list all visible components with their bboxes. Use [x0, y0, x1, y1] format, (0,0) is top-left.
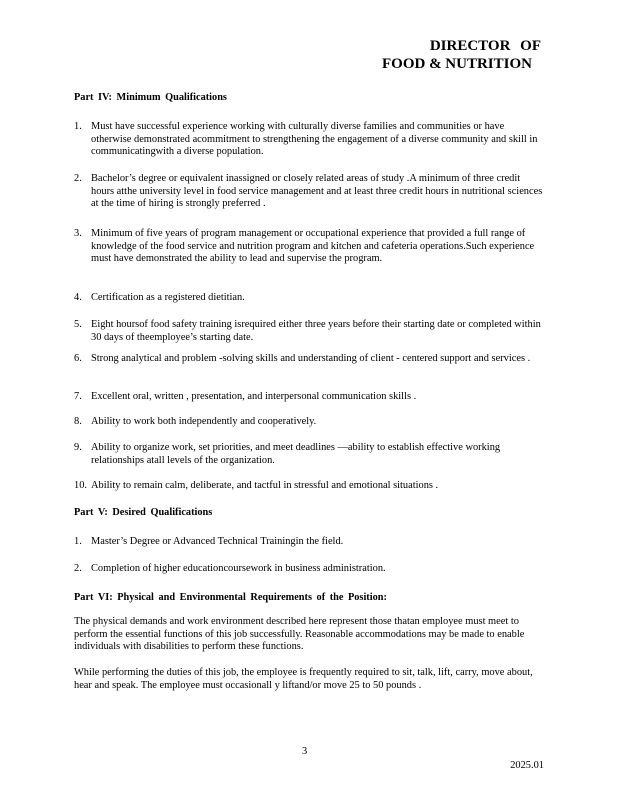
- part5-heading: Part V: Desired Qualifications: [74, 507, 213, 518]
- list-item: [74, 353, 544, 366]
- duties-paragraph: While performing the duties of this job, the employee is frequently required to sit, talk, lift, carry, move about, hear and speak. The employee must occasionall y liftand/or move 25 to 50 pounds .: [74, 667, 533, 691]
- revision-date: 2025.01: [510, 760, 544, 771]
- list-item: [74, 121, 544, 159]
- list-text: Must have successful experience working with culturally diverse families and communities or have otherwise demonstrated acommitment to strengthening the engagement of a diverse community and skill in communicatingwith a diverse population.: [91, 121, 538, 158]
- part4-heading: Part IV: Minimum Qualifications: [74, 92, 227, 103]
- list-text: Ability to organize work, set priorities, and meet deadlines —ability to establish effective working relationships atall levels of the organization.: [91, 442, 501, 466]
- list-text: Eight hoursof food safety training isrequired either three years before their starting date or completed within 30 days of theemployee’s starting date.: [91, 319, 541, 343]
- physical-demands-paragraph: The physical demands and work environment described here represent those thatan employee must meet to perform the essential functions of this job successfully. Reasonable accommodations may be made to enable individuals with disabilities to perform these functions.: [74, 616, 525, 653]
- list-number: 1.: [74, 536, 82, 547]
- list-item: [74, 173, 544, 211]
- page-number: 3: [302, 746, 308, 757]
- list-text: Excellent oral, written , presentation, and interpersonal communication skills .: [91, 391, 417, 402]
- list-number: 7.: [74, 391, 82, 402]
- list-number: 4.: [74, 292, 82, 303]
- list-number: 5.: [74, 319, 82, 330]
- list-item: [74, 228, 544, 266]
- list-item: [74, 442, 544, 467]
- list-text: Master’s Degree or Advanced Technical Trainingin the field.: [91, 536, 344, 547]
- part6-heading: Part VI: Physical and Environmental Requirements of the Position:: [74, 592, 387, 603]
- list-number: 9.: [74, 442, 82, 453]
- document-title-line1: DIRECTOR OF: [429, 38, 541, 54]
- list-item: [74, 391, 544, 404]
- document-title-line2: FOOD & NUTRITION: [381, 56, 532, 72]
- list-number: 8.: [74, 416, 82, 427]
- list-text: Strong analytical and problem -solving skills and understanding of client - centered support and services .: [91, 353, 531, 364]
- list-item: [74, 480, 544, 493]
- list-number: 2.: [74, 563, 82, 574]
- list-text: Minimum of five years of program management or occupational experience that provided a full range of knowledge of the food service and nutrition program and kitchen and cafeteria operations.Such experience must have demonstrated the ability to lead and supervise the program.: [91, 228, 535, 265]
- list-number: 1.: [74, 121, 82, 132]
- list-text: Ability to work both independently and cooperatively.: [91, 416, 317, 427]
- list-text: Bachelor’s degree or equivalent inassigned or closely related areas of study .A minimum of three credit hours atthe university level in food service management and at least three credit hours in nutritional sciences at the time of hiring is strongly preferred .: [91, 173, 543, 210]
- list-number: 6.: [74, 353, 82, 364]
- list-item: [74, 292, 544, 305]
- list-text: Completion of higher educationcoursework in business administration.: [91, 563, 386, 574]
- list-number: 3.: [74, 228, 82, 239]
- list-item: [74, 563, 544, 576]
- list-number: 2.: [74, 173, 82, 184]
- list-text: Ability to remain calm, deliberate, and tactful in stressful and emotional situations .: [91, 480, 439, 491]
- list-item: [74, 319, 544, 344]
- list-text: Certification as a registered dietitian.: [91, 292, 245, 303]
- list-item: [74, 416, 544, 429]
- list-number: 10.: [74, 480, 87, 491]
- list-item: [74, 536, 544, 549]
